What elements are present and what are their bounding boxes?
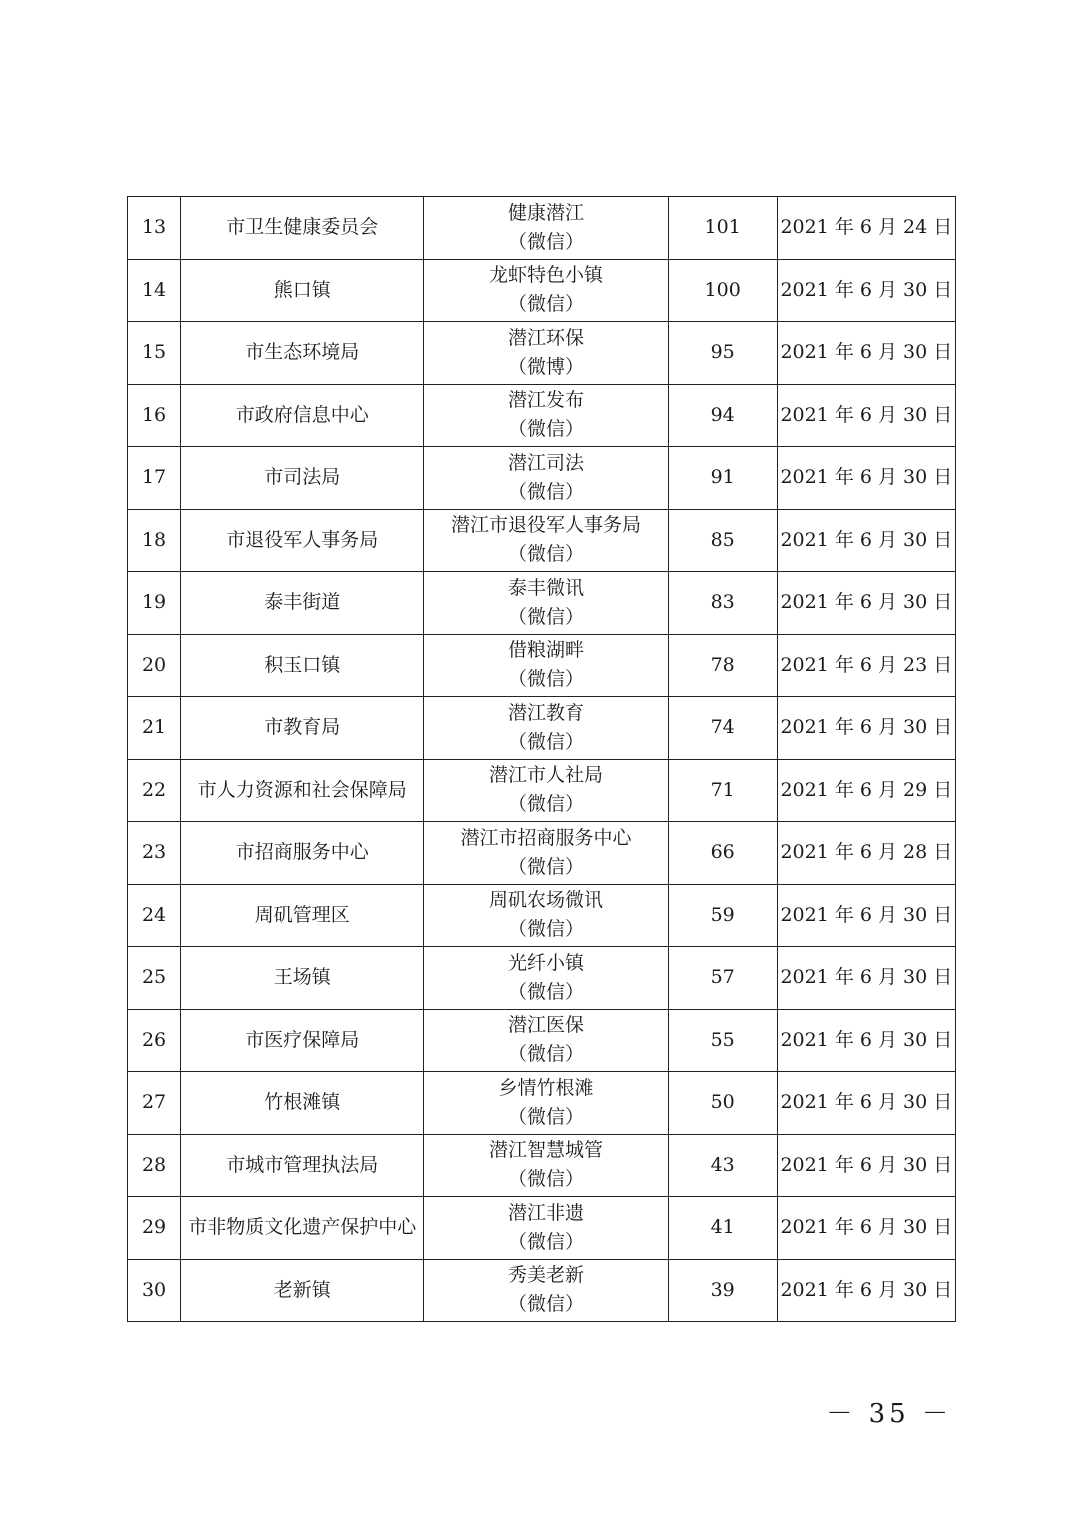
account-platform: （微信）: [507, 480, 584, 503]
unit-name-text: 市医疗保障局: [245, 1028, 360, 1051]
row-index: 23: [128, 822, 181, 885]
post-count: 57: [668, 947, 777, 1010]
post-count: 78: [668, 634, 777, 697]
post-count: 100: [668, 259, 777, 322]
unit-name-text: 市非物质文化遗产保护中心: [188, 1216, 417, 1239]
row-index: 13: [128, 197, 181, 260]
unit-name-text: 市司法局: [264, 466, 341, 489]
unit-name-text: 市招商服务中心: [235, 841, 369, 864]
account-platform: （微信）: [507, 1168, 584, 1191]
unit-name: [181, 259, 424, 322]
row-index: 26: [128, 1009, 181, 1072]
table-row: [128, 697, 956, 760]
last-update-date: 2021 年 6 月 23 日: [777, 634, 955, 697]
row-index: 28: [128, 1134, 181, 1197]
post-count: 41: [668, 1197, 777, 1260]
post-count: 59: [668, 884, 777, 947]
account-name: 潜江司法: [507, 451, 584, 474]
row-index: 14: [128, 259, 181, 322]
table-row: [128, 759, 956, 822]
account-cell: [424, 697, 668, 760]
row-index: 19: [128, 572, 181, 635]
table-row: [128, 884, 956, 947]
account-cell: [424, 447, 668, 510]
unit-name-text: 积玉口镇: [264, 653, 341, 676]
post-count: 74: [668, 697, 777, 760]
post-count: 71: [668, 759, 777, 822]
account-platform: （微信）: [507, 1230, 584, 1253]
unit-name: [181, 1259, 424, 1322]
account-name: 潜江医保: [507, 1014, 584, 1037]
table-row: [128, 384, 956, 447]
account-platform: （微信）: [507, 855, 584, 878]
last-update-date: 2021 年 6 月 30 日: [777, 884, 955, 947]
account-platform: （微信）: [507, 293, 584, 316]
post-count: 39: [668, 1259, 777, 1322]
table-row: [128, 447, 956, 510]
row-index: 15: [128, 322, 181, 385]
account-platform: （微信）: [507, 918, 584, 941]
account-cell: [424, 759, 668, 822]
unit-name: [181, 759, 424, 822]
account-platform: （微博）: [507, 355, 584, 378]
row-index: 27: [128, 1072, 181, 1135]
unit-name-text: 老新镇: [273, 1278, 331, 1301]
row-index: 18: [128, 509, 181, 572]
unit-name: [181, 947, 424, 1010]
account-cell: [424, 634, 668, 697]
unit-name-text: 市卫生健康委员会: [226, 216, 379, 239]
account-name: 周矶农场微讯: [488, 889, 603, 912]
last-update-date: 2021 年 6 月 30 日: [777, 947, 955, 1010]
post-count: 95: [668, 322, 777, 385]
last-update-date: 2021 年 6 月 30 日: [777, 384, 955, 447]
unit-name: [181, 697, 424, 760]
account-name: 潜江市退役军人事务局: [450, 514, 641, 537]
unit-name: [181, 634, 424, 697]
account-platform: （微信）: [507, 605, 584, 628]
row-index: 17: [128, 447, 181, 510]
last-update-date: 2021 年 6 月 30 日: [777, 447, 955, 510]
account-name: 健康潜江: [507, 201, 584, 224]
account-platform: （微信）: [507, 1043, 584, 1066]
account-platform: （微信）: [507, 1105, 584, 1128]
unit-name-text: 王场镇: [273, 966, 331, 989]
post-count: 83: [668, 572, 777, 635]
table-row: [128, 322, 956, 385]
account-name: 乡情竹根滩: [498, 1076, 594, 1099]
account-name: 龙虾特色小镇: [488, 264, 603, 287]
page-number: － 35 －: [826, 1399, 952, 1429]
account-cell: [424, 259, 668, 322]
account-cell: [424, 947, 668, 1010]
unit-name: [181, 884, 424, 947]
unit-name: [181, 509, 424, 572]
post-count: 94: [668, 384, 777, 447]
row-index: 20: [128, 634, 181, 697]
unit-name: [181, 322, 424, 385]
table-row: [128, 1072, 956, 1135]
unit-name-text: 竹根滩镇: [264, 1091, 341, 1114]
unit-name: [181, 572, 424, 635]
last-update-date: 2021 年 6 月 30 日: [777, 697, 955, 760]
account-cell: [424, 322, 668, 385]
last-update-date: 2021 年 6 月 29 日: [777, 759, 955, 822]
unit-name-text: 市人力资源和社会保障局: [197, 778, 407, 801]
row-index: 22: [128, 759, 181, 822]
last-update-date: 2021 年 6 月 30 日: [777, 1009, 955, 1072]
table-row: [128, 197, 956, 260]
account-cell: [424, 1009, 668, 1072]
account-platform: （微信）: [507, 730, 584, 753]
row-index: 24: [128, 884, 181, 947]
post-count: 101: [668, 197, 777, 260]
account-platform: （微信）: [507, 1293, 584, 1316]
account-cell: [424, 572, 668, 635]
account-name: 潜江发布: [507, 389, 584, 412]
table-row: [128, 572, 956, 635]
row-index: 30: [128, 1259, 181, 1322]
unit-name-text: 熊口镇: [273, 278, 331, 301]
unit-name-text: 泰丰街道: [264, 591, 341, 614]
account-name: 潜江非遗: [507, 1201, 584, 1224]
account-cell: [424, 197, 668, 260]
unit-name-text: 市城市管理执法局: [226, 1153, 379, 1176]
unit-name-text: 市生态环境局: [245, 341, 360, 364]
account-name: 借粮湖畔: [507, 639, 584, 662]
last-update-date: 2021 年 6 月 30 日: [777, 322, 955, 385]
last-update-date: 2021 年 6 月 30 日: [777, 1134, 955, 1197]
table-row: [128, 947, 956, 1010]
row-index: 16: [128, 384, 181, 447]
account-platform: （微信）: [507, 793, 584, 816]
table-row: [128, 259, 956, 322]
unit-name-text: 市教育局: [264, 716, 341, 739]
post-count: 85: [668, 509, 777, 572]
account-platform: （微信）: [507, 230, 584, 253]
ranking-table: [127, 196, 956, 1322]
table-row: [128, 1009, 956, 1072]
table-row: [128, 1134, 956, 1197]
table-row: [128, 634, 956, 697]
account-name: 泰丰微讯: [507, 576, 584, 599]
last-update-date: 2021 年 6 月 30 日: [777, 1072, 955, 1135]
unit-name-text: 市政府信息中心: [235, 403, 369, 426]
unit-name: [181, 1072, 424, 1135]
post-count: 91: [668, 447, 777, 510]
table-row: [128, 822, 956, 885]
unit-name-text: 周矶管理区: [254, 903, 350, 926]
account-cell: [424, 1072, 668, 1135]
table-row: [128, 509, 956, 572]
account-name: 潜江市招商服务中心: [460, 826, 632, 849]
unit-name: [181, 1009, 424, 1072]
account-cell: [424, 384, 668, 447]
post-count: 55: [668, 1009, 777, 1072]
ranking-table-body: [128, 197, 956, 1322]
row-index: 25: [128, 947, 181, 1010]
last-update-date: 2021 年 6 月 28 日: [777, 822, 955, 885]
last-update-date: 2021 年 6 月 30 日: [777, 1259, 955, 1322]
account-cell: [424, 1197, 668, 1260]
post-count: 43: [668, 1134, 777, 1197]
unit-name: [181, 1197, 424, 1260]
account-name: 潜江教育: [507, 701, 584, 724]
account-cell: [424, 884, 668, 947]
last-update-date: 2021 年 6 月 30 日: [777, 572, 955, 635]
account-platform: （微信）: [507, 543, 584, 566]
unit-name: [181, 384, 424, 447]
account-name: 光纤小镇: [507, 951, 584, 974]
row-index: 29: [128, 1197, 181, 1260]
account-platform: （微信）: [507, 668, 584, 691]
account-platform: （微信）: [507, 980, 584, 1003]
table-row: [128, 1197, 956, 1260]
last-update-date: 2021 年 6 月 30 日: [777, 259, 955, 322]
account-name: 潜江智慧城管: [488, 1139, 603, 1162]
post-count: 50: [668, 1072, 777, 1135]
post-count: 66: [668, 822, 777, 885]
last-update-date: 2021 年 6 月 30 日: [777, 1197, 955, 1260]
unit-name: [181, 1134, 424, 1197]
last-update-date: 2021 年 6 月 24 日: [777, 197, 955, 260]
unit-name: [181, 822, 424, 885]
account-name: 潜江市人社局: [488, 764, 603, 787]
unit-name: [181, 447, 424, 510]
last-update-date: 2021 年 6 月 30 日: [777, 509, 955, 572]
row-index: 21: [128, 697, 181, 760]
account-cell: [424, 509, 668, 572]
account-platform: （微信）: [507, 418, 584, 441]
table-row: [128, 1259, 956, 1322]
account-name: 秀美老新: [507, 1264, 584, 1287]
account-cell: [424, 1134, 668, 1197]
account-cell: [424, 1259, 668, 1322]
account-cell: [424, 822, 668, 885]
account-name: 潜江环保: [507, 326, 584, 349]
unit-name: [181, 197, 424, 260]
unit-name-text: 市退役军人事务局: [226, 528, 379, 551]
